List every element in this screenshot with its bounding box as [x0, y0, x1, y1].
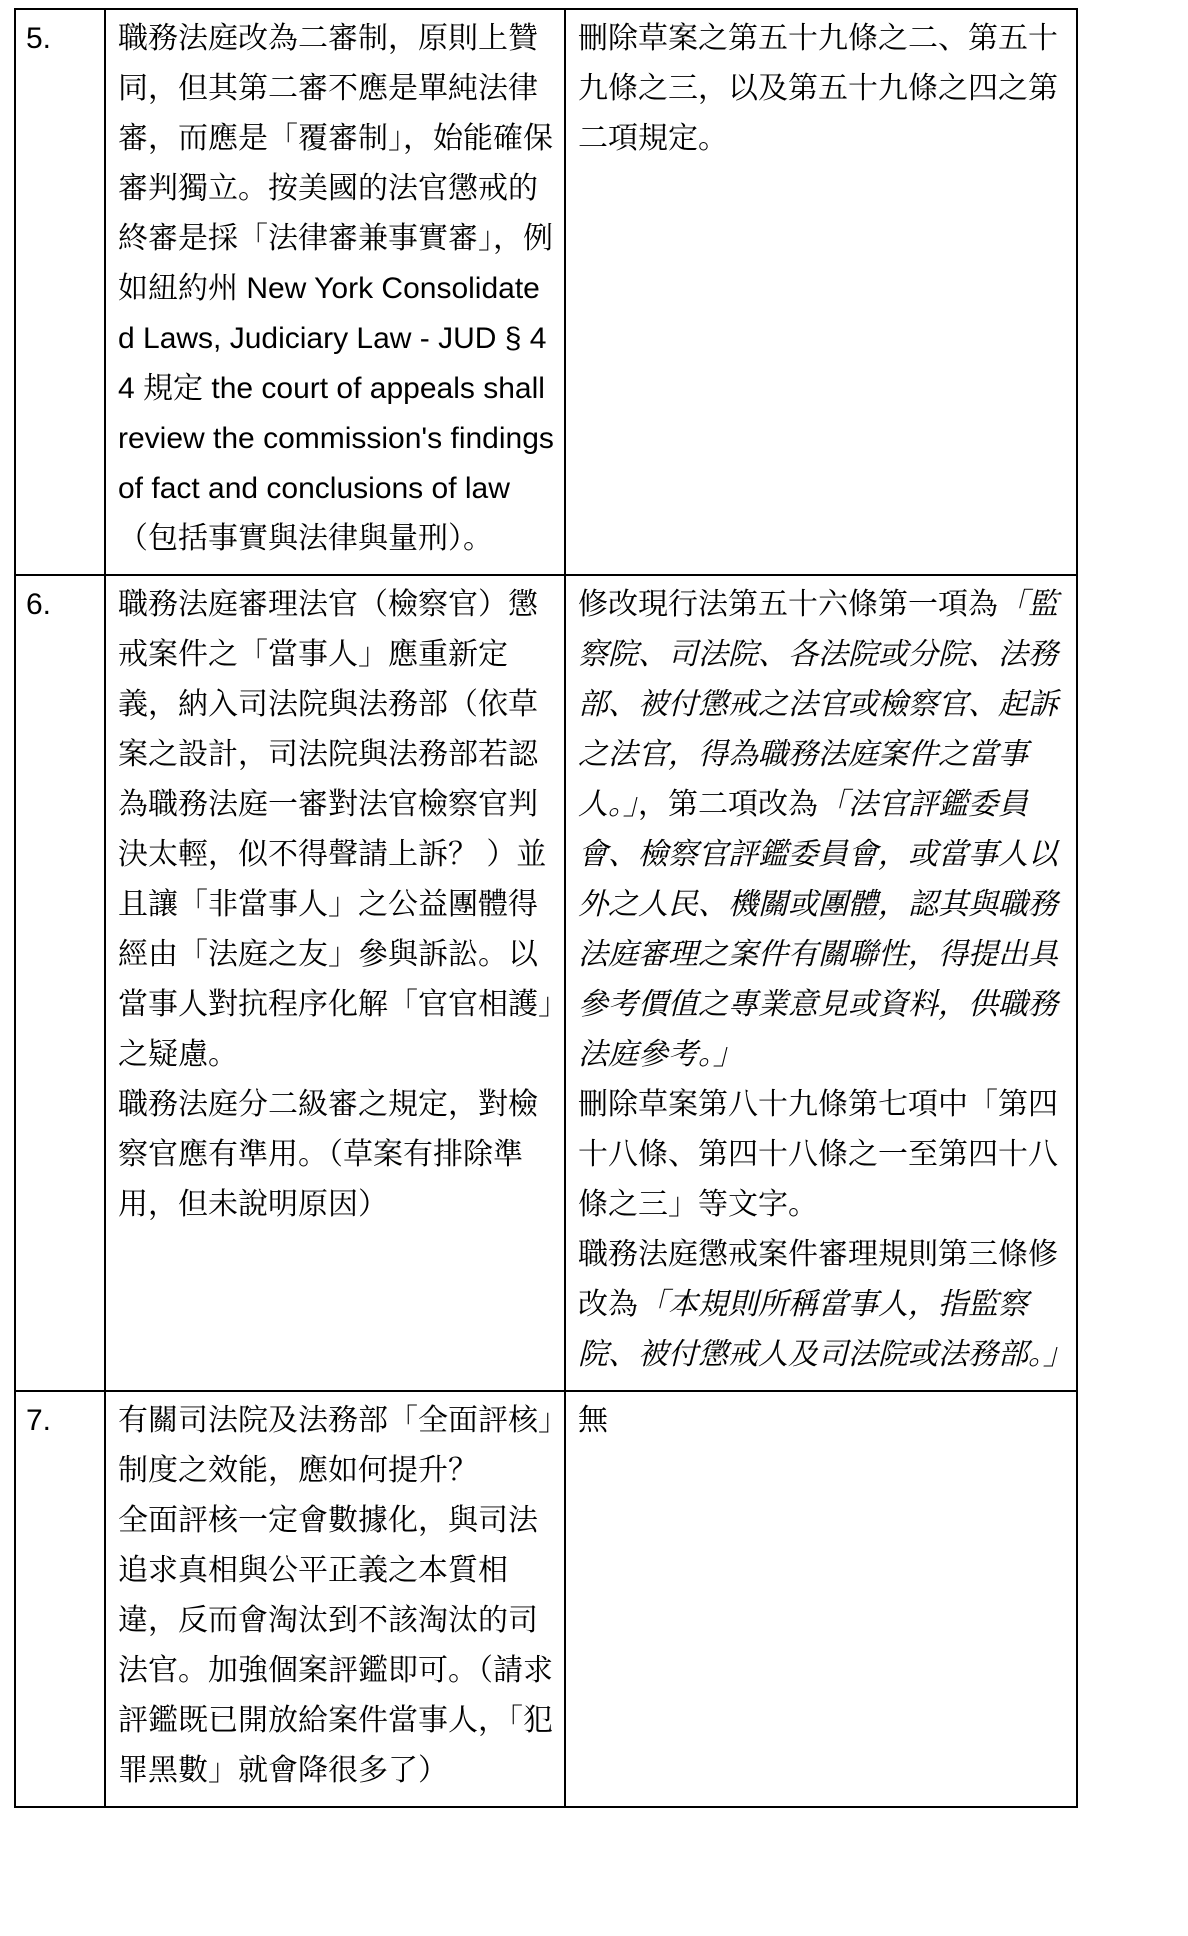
quoted-legal-text-run: 「本規則所稱當事人，指監察院、被付懲戒人及司法院或法務部。」: [578, 1287, 1073, 1372]
response-paragraph: [578, 1230, 1073, 1380]
table-row-7: [15, 1391, 1077, 1807]
response-cell: [565, 1391, 1077, 1807]
response-paragraph: [578, 580, 1066, 1080]
response-paragraph: 無: [578, 1404, 608, 1437]
opinion-cell: [105, 1391, 565, 1807]
table-row-5: [15, 9, 1077, 575]
quoted-legal-text-run: 「監察院、司法院、各法院或分院、法務部、被付懲戒之法官或檢察官、起訴之法官，得為職務法庭案件之當事人。」: [578, 587, 1058, 822]
text-run: 修改現行法第五十六條第一項為: [578, 588, 998, 621]
opinion-paragraph: 職務法庭審理法官（檢察官）懲戒案件之「當事人」應重新定義，納入司法院與法務部（依草案之設計，司法院與法務部若認為職務法庭一審對法官檢察官判決太輕，似不得聲請上訴？ ）並且讓「非當事人」之公益團體得經由「法庭之友」參與訴訟。以當事人對抗程序化解「官官相護」之疑慮。: [118, 588, 553, 1071]
opinion-paragraph: 全面評核一定會數據化，與司法追求真相與公平正義之本質相違，反而會淘汰到不該淘汰的司法官。加強個案評鑑即可。（請求評鑑既已開放給案件當事人，「犯罪黑數」就會降很多了）: [118, 1504, 553, 1787]
opinion-paragraph: 職務法庭改為二審制，原則上贊同，但其第二審不應是單純法律審，而應是「覆審制」，始能確保審判獨立。按美國的法官懲戒的終審是採「法律審兼事實審」，例如紐約州 New York Consolidated Laws, Judiciary Law - JUD § 44 規定 the court of appeals shall review the commission's findings of fact and conclusions of law（包括事實與法律與量刑）。: [118, 22, 554, 555]
text-run: 職務法庭懲戒案件審理規則第三條修改為: [578, 1238, 1058, 1321]
row-number-cell: [15, 9, 105, 575]
quoted-legal-text-run: 「法官評鑑委員會、檢察官評鑑委員會，或當事人以外之人民、機關或團體，認其與職務法庭審理之案件有關聯性，得提出具參考價值之專業意見或資料，供職務法庭參考。」: [578, 787, 1058, 1072]
row-number-cell: [15, 1391, 105, 1807]
response-cell: [565, 575, 1077, 1391]
opinion-cell: [105, 575, 565, 1391]
table-row-6: [15, 575, 1077, 1391]
response-paragraph: 刪除草案第八十九條第七項中「第四十八條、第四十八條之一至第四十八條之三」等文字。: [578, 1088, 1058, 1221]
row-number: 7.: [26, 1404, 52, 1437]
row-number: 6.: [26, 588, 52, 621]
response-cell: [565, 9, 1077, 575]
row-number-cell: [15, 575, 105, 1391]
text-run: ，第二項改為: [638, 788, 818, 821]
opinion-paragraph: 職務法庭分二級審之規定，對檢察官應有準用。（草案有排除準用，但未說明原因）: [118, 1088, 538, 1221]
opinion-paragraph: 有關司法院及法務部「全面評核」制度之效能，應如何提升？: [118, 1404, 553, 1487]
response-paragraph: 刪除草案之第五十九條之二、第五十九條之三，以及第五十九條之四之第二項規定。: [578, 22, 1058, 155]
opinion-cell: [105, 9, 565, 575]
review-comments-table: [14, 8, 1078, 1808]
row-number: 5.: [26, 22, 52, 55]
